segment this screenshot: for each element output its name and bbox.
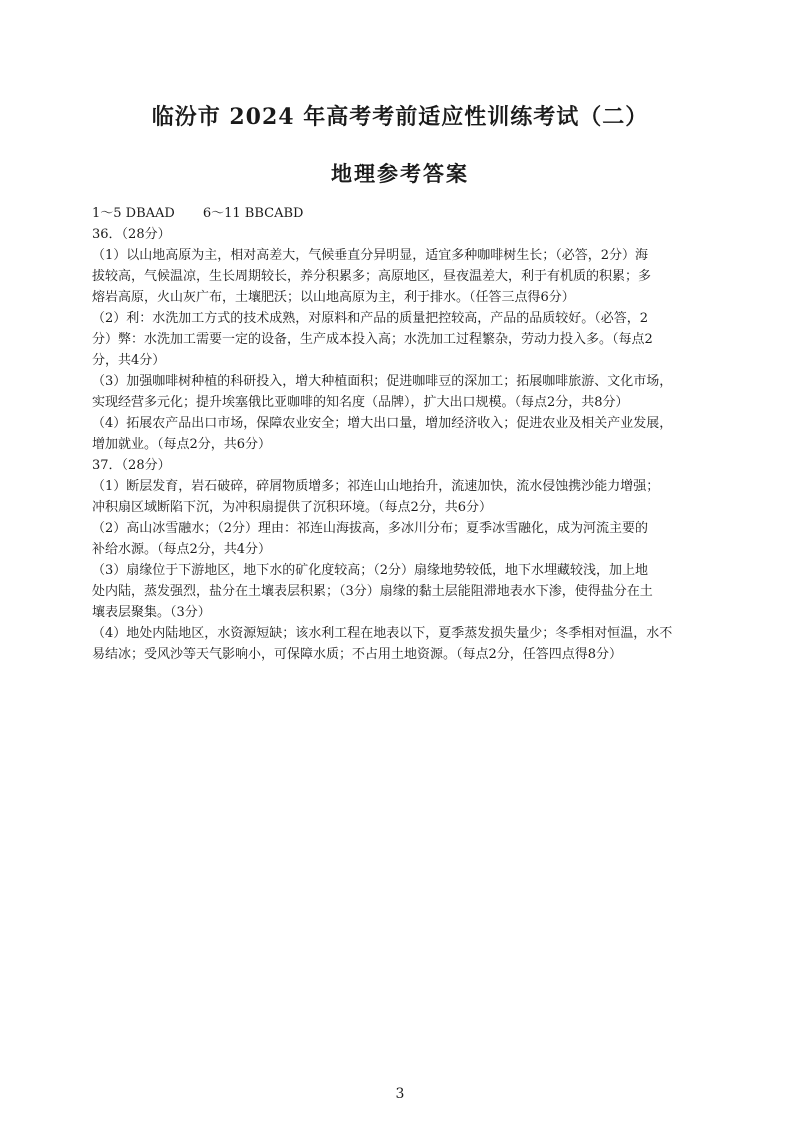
- answer-line: 增加就业。（每点2分，共6分）: [92, 437, 272, 452]
- q37-header: 37．（28分）: [92, 458, 171, 473]
- q37-answer-2: [92, 518, 718, 560]
- answer-line: 处内陆，蒸发强烈，盐分在土壤表层积累；（3分）扇缘的黏土层能阻滞地表水下渗，使得盐分在土: [92, 584, 653, 599]
- answer-line: （2）利：水洗加工方式的技术成熟，对原料和产品的质量把控较高，产品的品质较好。（必答，2: [92, 311, 649, 326]
- answer-line: （1）断层发育，岩石破碎，碎屑物质增多；祁连山山地抬升，流速加快，流水侵蚀携沙能力增强；: [92, 479, 660, 494]
- q37-answer-3: [92, 560, 718, 623]
- answer-line: （3）加强咖啡树种植的科研投入，增大种植面积；促进咖啡豆的深加工；拓展咖啡旅游、文化市场，: [92, 374, 673, 389]
- q36-answer-4: [92, 413, 718, 455]
- answer-line: 易结冰；受风沙等天气影响小，可保障水质；不占用土地资源。（每点2分，任答四点得8分）: [92, 647, 623, 662]
- answer-body: [92, 203, 718, 665]
- q36-header: 36．（28分）: [92, 227, 171, 242]
- q37-answer-4: [92, 623, 718, 665]
- answer-key-subtitle: 地理参考答案: [331, 161, 469, 186]
- mc-answers-1-5: 1～5 DBAAD: [92, 206, 175, 221]
- answer-line: 分，共4分）: [92, 353, 166, 368]
- multiple-choice-answers: [92, 203, 718, 224]
- exam-title: 临汾市 2024 年高考考前适应性训练考试（二）: [151, 104, 649, 130]
- answer-line: 实现经营多元化；提升埃塞俄比亚咖啡的知名度（品牌），扩大出口规模。（每点2分，共8分）: [92, 395, 629, 410]
- answer-line: （4）拓展农产品出口市场，保障农业安全；增大出口量，增加经济收入；促进农业及相关产业发展，: [92, 416, 673, 431]
- answer-line: 拔较高，气候温凉，生长周期较长，养分积累多；高原地区，昼夜温差大，利于有机质的积累；多: [92, 269, 652, 284]
- answer-line: （1）以山地高原为主，相对高差大，气候垂直分异明显，适宜多种咖啡树生长；（必答，2分）海: [92, 248, 649, 263]
- answer-line: 分）弊：水洗加工需要一定的设备，生产成本投入高；水洗加工过程繁杂，劳动力投入多。（每点2: [92, 332, 653, 347]
- mc-answers-6-11: 6～11 BBCABD: [202, 206, 304, 221]
- q36-answer-1: [92, 245, 718, 308]
- q36-answer-2: [92, 308, 718, 371]
- q37-answer-1: [92, 476, 718, 518]
- answer-line: 冲积扇区域断陷下沉，为冲积扇提供了沉积环境。（每点2分，共6分）: [92, 500, 493, 515]
- answer-line: （2）高山冰雪融水；（2分）理由：祁连山海拔高，多冰川分布；夏季冰雪融化，成为河流主要的: [92, 521, 649, 536]
- answer-line: （3）扇缘位于下游地区，地下水的矿化度较高；（2分）扇缘地势较低，地下水埋藏较浅，加上地: [92, 563, 649, 578]
- page-number: 3: [395, 1086, 405, 1102]
- answer-line: （4）地处内陆地区，水资源短缺；该水利工程在地表以下，夏季蒸发损失量少；冬季相对恒温，水不: [92, 626, 673, 641]
- q36-answer-3: [92, 371, 718, 413]
- answer-line: 壤表层聚集。（3分）: [92, 605, 211, 620]
- answer-line: 熔岩高原，火山灰广布，土壤肥沃；以山地高原为主，利于排水。（任答三点得6分）: [92, 290, 575, 305]
- answer-line: 补给水源。（每点2分，共4分）: [92, 542, 272, 557]
